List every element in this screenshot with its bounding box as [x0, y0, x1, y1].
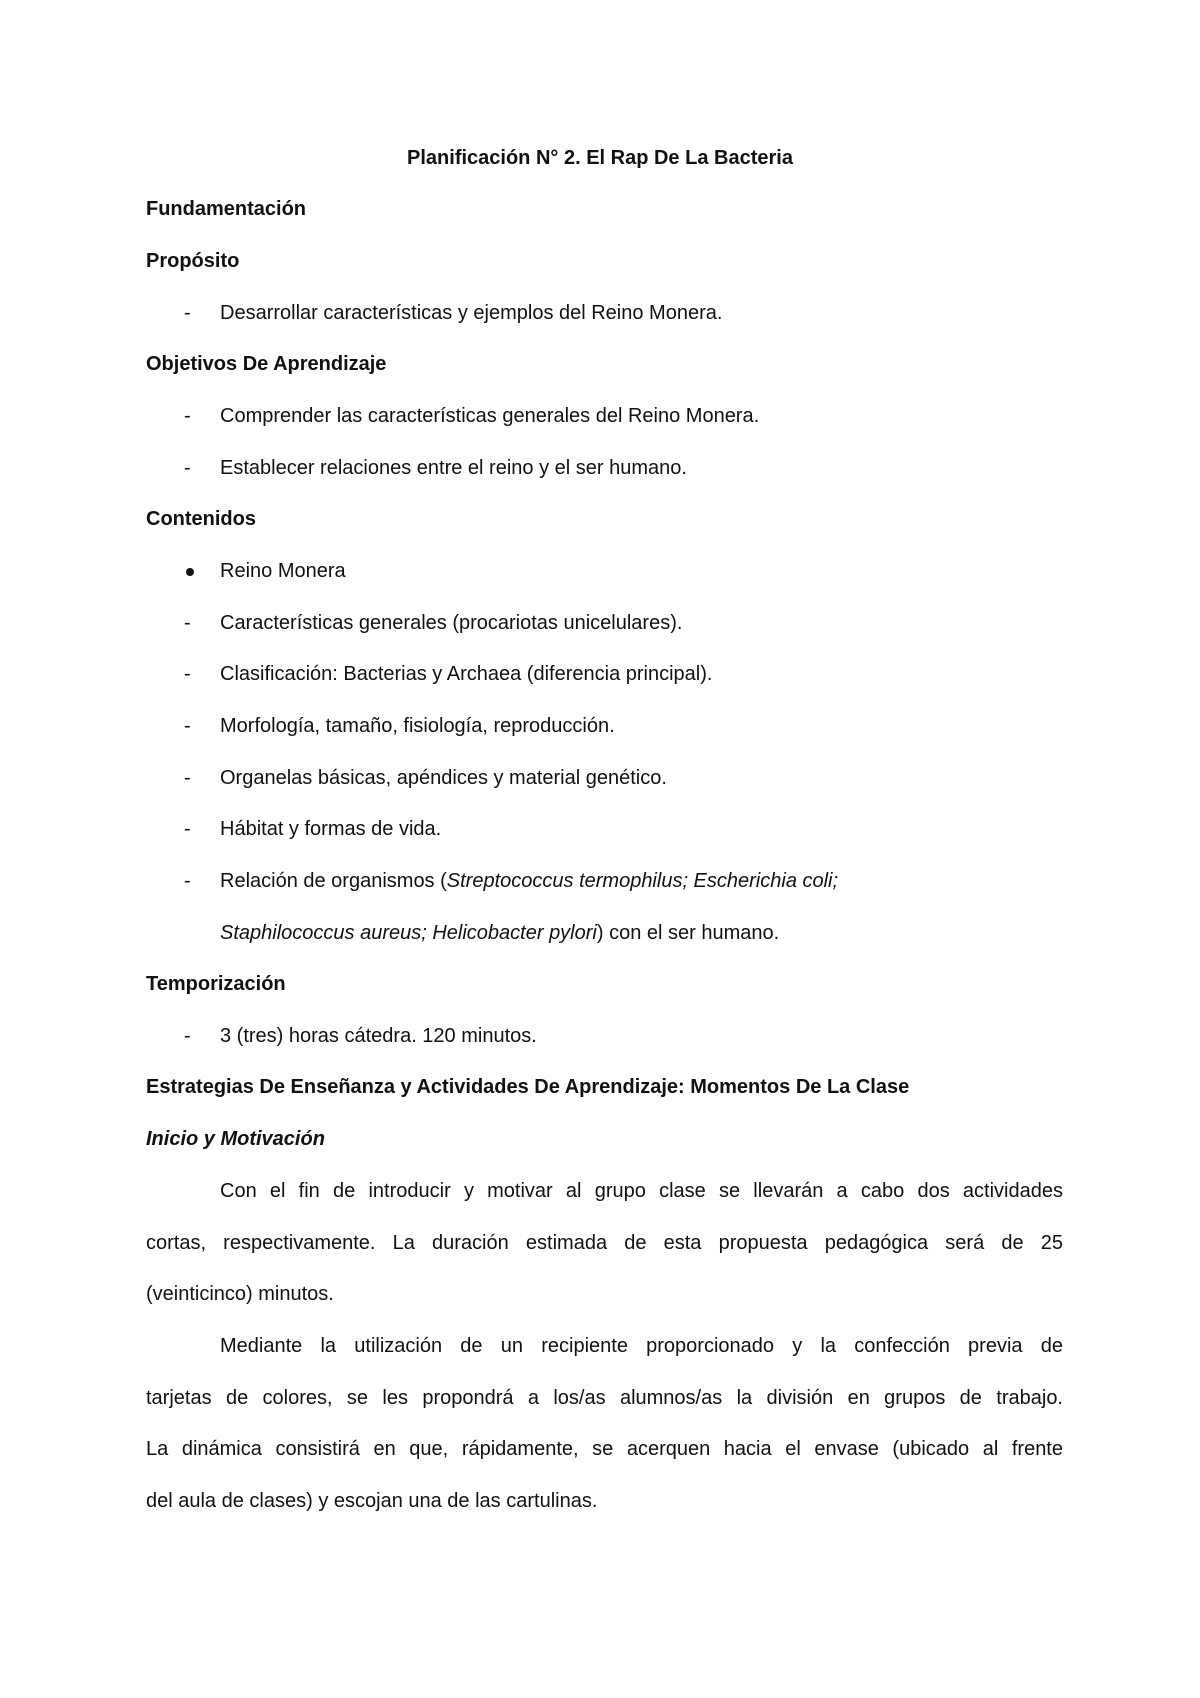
- paragraph-line: del aula de clases) y escojan una de las cartulinas.: [146, 1490, 598, 1512]
- heading-proposito: Propósito: [146, 250, 240, 272]
- dash-marker: -: [184, 818, 191, 840]
- dash-marker: -: [184, 715, 191, 737]
- dash-marker: -: [184, 457, 191, 479]
- heading-inicio: Inicio y Motivación: [146, 1128, 325, 1150]
- paragraph-line: La dinámica consistirá en que, rápidamente, se acerquen hacia el envase (ubicado al frente: [146, 1438, 1063, 1460]
- dash-marker: -: [184, 767, 191, 789]
- heading-contenidos: Contenidos: [146, 508, 256, 530]
- heading-fundamentacion: Fundamentación: [146, 198, 307, 220]
- paragraph-line: cortas, respectivamente. La duración estimada de esta propuesta pedagógica será de 25: [146, 1232, 1063, 1254]
- dash-marker: -: [184, 612, 191, 634]
- dash-marker: -: [184, 405, 191, 427]
- dash-marker: -: [184, 870, 191, 892]
- list-item-text: Clasificación: Bacterias y Archaea (diferencia principal).: [220, 663, 713, 685]
- species-line-1: Streptococcus termophilus; Escherichia coli;: [446, 870, 839, 892]
- list-item-text: Hábitat y formas de vida.: [220, 818, 442, 840]
- list-item-text: [220, 868, 838, 894]
- list-item-text: 3 (tres) horas cátedra. 120 minutos.: [220, 1025, 537, 1047]
- relacion-suffix: ) con el ser humano.: [596, 922, 780, 944]
- paragraph-line: tarjetas de colores, se les propondrá a los/as alumnos/as la división en grupos de trabajo.: [146, 1387, 1063, 1409]
- heading-estrategias: Estrategias De Enseñanza y Actividades De Aprendizaje: Momentos De La Clase: [146, 1076, 910, 1098]
- list-item-text: Comprender las características generales del Reino Monera.: [220, 405, 760, 427]
- dash-marker: -: [184, 663, 191, 685]
- heading-temporizacion: Temporización: [146, 973, 286, 995]
- list-item-text: Morfología, tamaño, fisiología, reproducción.: [220, 715, 615, 737]
- paragraph-line: Con el fin de introducir y motivar al grupo clase se llevarán a cabo dos actividades: [220, 1180, 1063, 1202]
- heading-objetivos: Objetivos De Aprendizaje: [146, 353, 387, 375]
- bullet-icon: [186, 568, 194, 576]
- dash-marker: -: [184, 1025, 191, 1047]
- relacion-prefix: Relación de organismos (: [220, 870, 447, 892]
- dash-marker: -: [184, 302, 191, 324]
- list-item-text: Establecer relaciones entre el reino y el ser humano.: [220, 457, 687, 479]
- paragraph-line: (veinticinco) minutos.: [146, 1283, 334, 1305]
- page-title: Planificación N° 2. El Rap De La Bacteria: [407, 147, 793, 169]
- list-item-continuation: [220, 920, 1200, 946]
- list-item-text: Reino Monera: [220, 560, 346, 582]
- list-item-text: Características generales (procariotas unicelulares).: [220, 612, 683, 634]
- list-item-text: Organelas básicas, apéndices y material genético.: [220, 767, 667, 789]
- species-line-2: Staphilococcus aureus; Helicobacter pylori: [220, 922, 597, 944]
- list-item-text: Desarrollar características y ejemplos del Reino Monera.: [220, 302, 723, 324]
- paragraph-line: Mediante la utilización de un recipiente proporcionado y la confección previa de: [220, 1335, 1063, 1357]
